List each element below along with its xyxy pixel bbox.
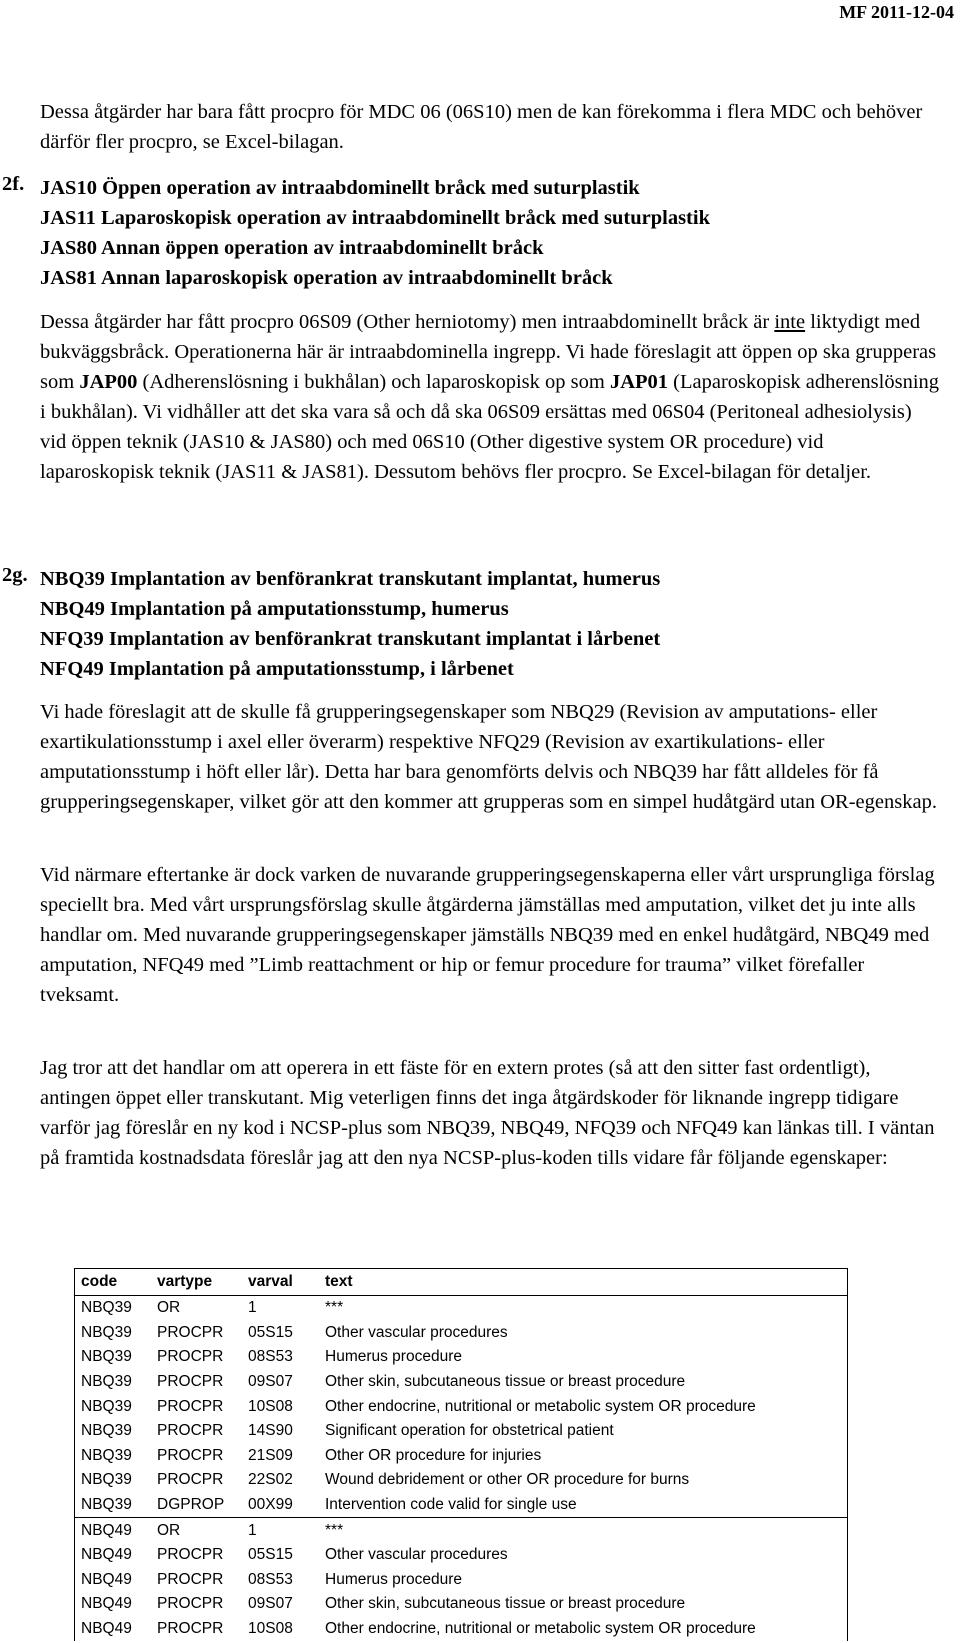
section-2g-paragraph-1: Vi hade föreslagit att de skulle få grupperingsegenskaper som NBQ29 (Revision av amputations- eller exartikulationsstump i axel eller överarm) respektive NFQ29 (Revision av exartikulations- eller amputationsstump i höft eller lår). Detta har bara genomförts delvis och NBQ39 har fått alldeles för få grupperingsegenskaper, vilket gör att den kommer att grupperas som en simpel hudåtgärd utan OR-egenskap. <box>40 701 937 813</box>
cell-vartype: PROCPR <box>157 1397 224 1415</box>
section-2f-title: JAS81 Annan laparoskopisk operation av intraabdominellt bråck <box>40 267 613 289</box>
cell-code: NBQ49 <box>81 1546 132 1564</box>
table-header-row <box>75 1269 847 1296</box>
cell-varval: 08S53 <box>248 1348 293 1366</box>
cell-code: NBQ39 <box>81 1496 132 1514</box>
table-row <box>75 1419 847 1444</box>
cell-text: Other skin, subcutaneous tissue or breast procedure <box>325 1373 686 1391</box>
cell-varval: 10S08 <box>248 1620 293 1638</box>
cell-text: Wound debridement or other OR procedure for burns <box>325 1471 690 1489</box>
cell-varval: 08S53 <box>248 1570 293 1588</box>
section-2f-title: JAS80 Annan öppen operation av intraabdominellt bråck <box>40 237 544 259</box>
cell-code: NBQ39 <box>81 1422 132 1440</box>
table-row <box>75 1296 847 1321</box>
cell-vartype: DGPROP <box>157 1496 225 1514</box>
cell-vartype: PROCPR <box>157 1422 224 1440</box>
cell-vartype: OR <box>157 1521 181 1539</box>
table-row <box>75 1592 847 1617</box>
table-row <box>75 1370 847 1395</box>
cell-varval: 00X99 <box>248 1496 293 1514</box>
table-row <box>75 1568 847 1593</box>
code-jap01: JAP01 <box>609 371 669 393</box>
section-2f-title: JAS11 Laparoskopisk operation av intraabdominellt bråck med suturplastik <box>40 207 710 229</box>
cell-vartype: PROCPR <box>157 1373 224 1391</box>
cell-vartype: PROCPR <box>157 1570 224 1588</box>
cell-text: Other vascular procedures <box>325 1546 508 1564</box>
column-header-code: code <box>81 1273 118 1290</box>
section-number-2f: 2f. <box>2 173 25 195</box>
section-2f-titles <box>40 173 940 293</box>
cell-text: Significant operation for obstetrical patient <box>325 1422 614 1440</box>
cell-code: NBQ49 <box>81 1570 132 1588</box>
cell-vartype: PROCPR <box>157 1323 224 1341</box>
table-row <box>75 1517 847 1543</box>
column-header-vartype: vartype <box>157 1273 213 1290</box>
table-row <box>75 1543 847 1568</box>
cell-code: NBQ39 <box>81 1323 132 1341</box>
cell-vartype: PROCPR <box>157 1546 224 1564</box>
cell-text: *** <box>325 1299 344 1317</box>
cell-varval: 21S09 <box>248 1446 293 1464</box>
cell-text: Intervention code valid for single use <box>325 1496 577 1514</box>
table-row <box>75 1394 847 1419</box>
cell-code: NBQ49 <box>81 1620 132 1638</box>
properties-table <box>74 1268 848 1641</box>
section-2g-paragraph-3: Jag tror att det handlar om att operera in ett fäste för en extern protes (så att den sitter fast ordentligt), antingen öppet eller transkutant. Mig veterligen finns det inga åtgärdskoder för liknande ingrepp tidigare varför jag föreslår en ny kod i NCSP-plus som NBQ39, NBQ49, NFQ39 och NFQ49 kan länkas till. I väntan på framtida kostnadsdata föreslår jag att den nya NCSP-plus-koden tills vidare får följande egenskaper: <box>40 1057 935 1169</box>
section-2g-titles <box>40 564 940 684</box>
cell-varval: 09S07 <box>248 1373 293 1391</box>
cell-text: Other OR procedure for injuries <box>325 1446 542 1464</box>
cell-varval: 09S07 <box>248 1595 293 1613</box>
section-2g-title: NBQ49 Implantation på amputationsstump, humerus <box>40 598 509 620</box>
cell-code: NBQ39 <box>81 1446 132 1464</box>
column-header-text: text <box>325 1273 353 1290</box>
cell-text: Other vascular procedures <box>325 1323 508 1341</box>
cell-vartype: PROCPR <box>157 1348 224 1366</box>
underlined-word: inte <box>774 311 806 333</box>
page-header-date: MF 2011-12-04 <box>839 2 954 22</box>
cell-code: NBQ39 <box>81 1299 132 1317</box>
table-row <box>75 1468 847 1493</box>
table-row <box>75 1617 847 1642</box>
section-2f-title: JAS10 Öppen operation av intraabdominellt bråck med suturplastik <box>40 177 640 199</box>
cell-vartype: PROCPR <box>157 1620 224 1638</box>
section-2g-title: NFQ49 Implantation på amputationsstump, i lårbenet <box>40 658 514 680</box>
section-2g-title: NFQ39 Implantation av benförankrat transkutant implantat i lårbenet <box>40 628 661 650</box>
table-row <box>75 1345 847 1370</box>
section-2g-paragraph-2: Vid närmare eftertanke är dock varken de nuvarande grupperingsegenskaperna eller vårt ursprungliga förslag speciellt bra. Med vårt ursprungsförslag skulle åtgärderna jämställas med amputation, vilket det ju inte alls handlar om. Med nuvarande grupperingsegenskaper jämställs NBQ39 med en enkel hudåtgärd, NBQ49 med amputation, NFQ49 med ”Limb reattachment or hip or femur procedure for trauma” vilket förefaller tveksamt. <box>40 864 935 1006</box>
cell-varval: 1 <box>248 1521 257 1539</box>
cell-text: Humerus procedure <box>325 1570 462 1588</box>
cell-varval: 10S08 <box>248 1397 293 1415</box>
cell-code: NBQ39 <box>81 1348 132 1366</box>
cell-text: Humerus procedure <box>325 1348 462 1366</box>
cell-text: Other skin, subcutaneous tissue or breast procedure <box>325 1595 686 1613</box>
cell-vartype: PROCPR <box>157 1595 224 1613</box>
code-jap00: JAP00 <box>79 371 138 393</box>
cell-code: NBQ39 <box>81 1471 132 1489</box>
section-2g-title: NBQ39 Implantation av benförankrat transkutant implantat, humerus <box>40 568 661 590</box>
cell-varval: 05S15 <box>248 1323 293 1341</box>
table-row <box>75 1493 847 1518</box>
cell-vartype: PROCPR <box>157 1446 224 1464</box>
column-header-varval: varval <box>248 1273 293 1290</box>
cell-text: *** <box>325 1521 344 1539</box>
cell-text: Other endocrine, nutritional or metabolic system OR procedure <box>325 1397 756 1415</box>
section-2f-paragraph: Dessa åtgärder har fått procpro 06S09 (Other herniotomy) men intraabdominellt bråck är inte liktydigt med bukväggsbråck. Operationerna här är intraabdominella ingrepp. Vi hade föreslagit att öppen op ska grupperas som JAP00 (Adherenslösning i bukhålan) och laparoskopisk op som JAP01 (Laparoskopisk adherenslösning i bukhålan). Vi vidhåller att det ska vara så och då ska 06S09 ersättas med 06S04 (Peritoneal adhesiolysis) vid öppen teknik (JAS10 & JAS80) och med 06S10 (Other digestive system OR procedure) vid laparoskopisk teknik (JAS11 & JAS81). Dessutom behövs fler procpro. Se Excel-bilagan för detaljer. <box>40 311 940 483</box>
cell-varval: 1 <box>248 1299 257 1317</box>
cell-varval: 22S02 <box>248 1471 293 1489</box>
cell-code: NBQ39 <box>81 1397 132 1415</box>
cell-vartype: OR <box>157 1299 181 1317</box>
cell-code: NBQ49 <box>81 1595 132 1613</box>
cell-varval: 14S90 <box>248 1422 293 1440</box>
intro-paragraph: Dessa åtgärder har bara fått procpro för MDC 06 (06S10) men de kan förekomma i flera MDC och behöver därför fler procpro, se Excel-bilagan. <box>40 101 923 153</box>
section-number-2g: 2g. <box>2 564 28 586</box>
cell-vartype: PROCPR <box>157 1471 224 1489</box>
cell-varval: 05S15 <box>248 1546 293 1564</box>
cell-code: NBQ39 <box>81 1373 132 1391</box>
cell-text: Other endocrine, nutritional or metabolic system OR procedure <box>325 1620 756 1638</box>
cell-code: NBQ49 <box>81 1521 132 1539</box>
table-row <box>75 1444 847 1469</box>
table-row <box>75 1321 847 1346</box>
